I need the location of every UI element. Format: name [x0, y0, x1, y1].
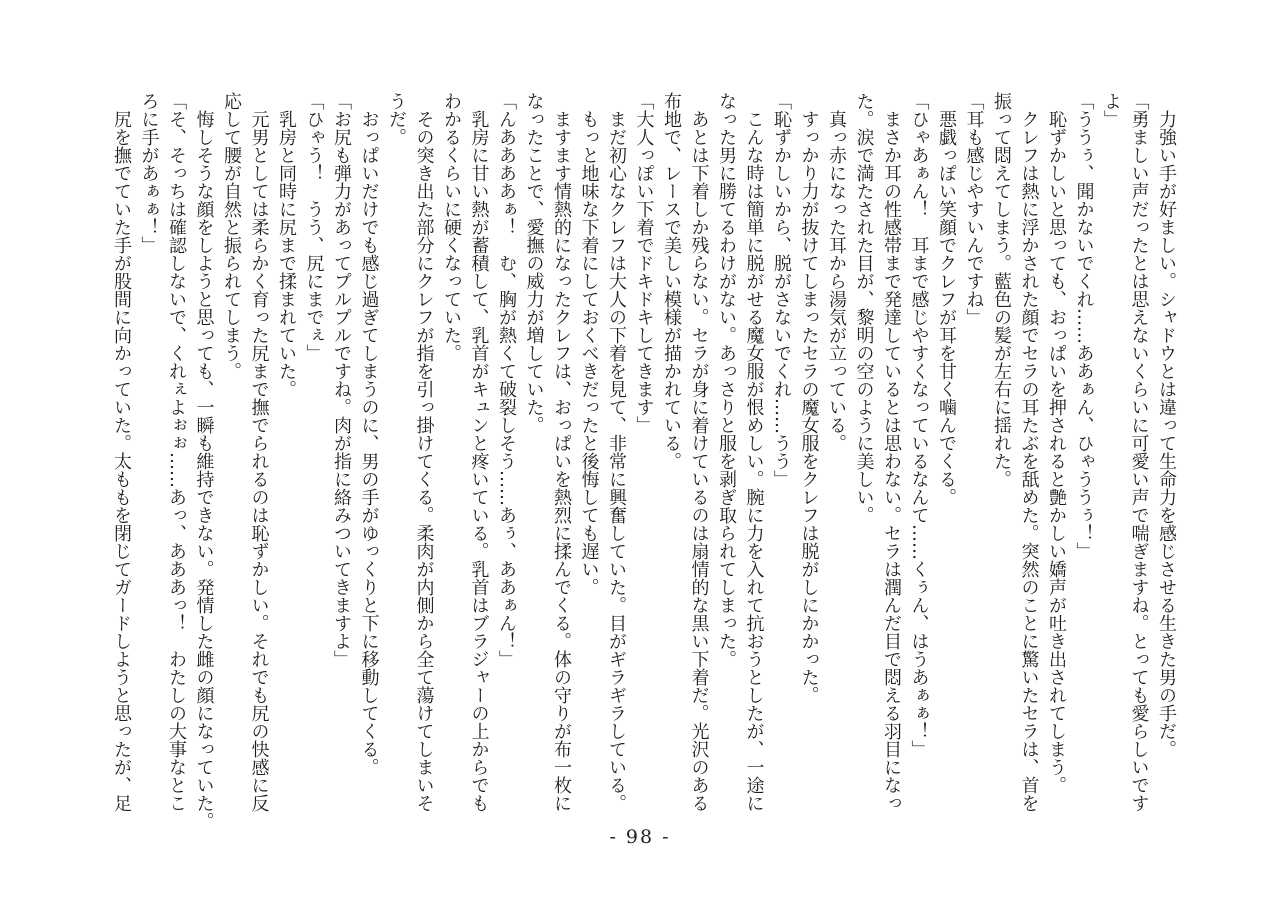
text-line: あとは下着しか残らない。セラが身に着けているのは扇情的な黒い下着だ。光沢のある — [688, 110, 710, 812]
text-line: うだ。 — [386, 92, 407, 146]
text-line: もっと地味な下着にしておくべきだったと後悔しても遅い。 — [578, 110, 600, 596]
page-number: - 98 - — [609, 826, 671, 848]
text-line: 振って悶えてしまう。藍色の髪が左右に揺れた。 — [991, 92, 1012, 488]
text-line: なったことで、愛撫の威力が増していた。 — [523, 92, 545, 434]
text-line: 尻を撫でていた手が股間に向かっていた。太ももを閉じてガードしようと思ったが、足 — [111, 110, 132, 812]
text-line: 「そ、そっちは確認しないで、くれぇよぉぉ……あっ、あああっ！ わたしの大事なとこ — [166, 92, 187, 812]
text-line: ますます情熱的になったクレフは、おっぱいを熱烈に揉んでくる。体の守りが布一枚に — [551, 110, 572, 812]
text-line: ろに手があぁぁ！」 — [138, 92, 160, 254]
text-line: 「ううぅ、聞かないでくれ……ああぁん、ひゃううぅ！」 — [1073, 92, 1095, 560]
text-line: 悪戯っぽい笑顔でクレフが耳を甘く噛んでくる。 — [936, 110, 957, 506]
text-line: 真っ赤になった耳から湯気が立っている。 — [826, 110, 847, 452]
text-line: その突き出た部分にクレフが指を引っ掛けてくる。柔肉が内側から全て蕩けてしまいそ — [413, 110, 435, 812]
text-line: おっぱいだけでも感じ過ぎてしまうのに、男の手がゆっくりと下に移動してくる。 — [358, 110, 380, 776]
vertical-text-block — [108, 92, 1181, 834]
text-line: 「ひゃあぁん！ 耳まで感じやすくなっているなんて……くぅん、はうあぁぁ！」 — [908, 92, 930, 758]
text-line: わかるくらいに硬くなっていた。 — [441, 92, 462, 362]
text-line: 布地で、レースで美しい模様が描かれている。 — [661, 92, 682, 470]
text-line: こんな時は簡単に脱がせる魔女服が恨めしい。腕に力を入れて抗おうとしたが、一途に — [743, 110, 765, 812]
text-line: 恥ずかしいと思っても、おっぱいを押されると艶かしい嬌声が吐き出されてしまう。 — [1046, 110, 1067, 794]
text-line: 「恥ずかしいから、脱がさないでくれ……うう」 — [771, 92, 792, 488]
text-line: クレフは熱に浮かされた顔でセラの耳たぶを舐めた。突然のことに驚いたセラは、首を — [1018, 110, 1040, 812]
text-line: 元男としては柔らかく育った尻まで撫でられるのは恥ずかしい。それでも尻の快感に反 — [248, 110, 270, 812]
text-line: まさか耳の性感帯まで発達しているとは思わない。セラは潤んだ目で悶える羽目になっ — [881, 110, 902, 812]
text-line: 「耳も感じやすいんですね」 — [963, 92, 985, 326]
text-line: よ」 — [1101, 92, 1122, 128]
text-line: 「んああああぁ！ む、胸が熱くて破裂しそう……あぅ、ああぁん！」 — [496, 92, 517, 668]
text-line: 乳房に甘い熱が蓄積して、乳首がキュンと疼いている。乳首はブラジャーの上からでも — [468, 110, 490, 812]
text-line: 悔しそうな顔をしようと思っても、一瞬も維持できない。発情した雌の顔になっていた。 — [193, 110, 215, 830]
text-line: 「勇ましい声だったとは思えないくらいに可愛い声で喘ぎますね。とっても愛らしいです — [1128, 92, 1150, 812]
text-line: なった男に勝てるわけがない。あっさりと服を剥ぎ取られてしまった。 — [716, 92, 737, 668]
text-line: 力強い手が好ましい。シャドウとは違って生命力を感じさせる生きた男の手だ。 — [1156, 110, 1177, 758]
text-line: た。涙で満たされた目が、黎明の空のように美しい。 — [853, 92, 875, 524]
text-line: 「大人っぽい下着でドキドキしてきます」 — [633, 92, 655, 434]
text-line: まだ初心なクレフは大人の下着を見て、非常に興奮していた。目がギラギラしている。 — [606, 110, 627, 812]
text-line: 乳房と同時に尻まで揉まれていた。 — [276, 110, 297, 398]
text-line: すっかり力が抜けてしまったセラの魔女服をクレフは脱がしにかかった。 — [798, 110, 820, 704]
text-line: 「お尻も弾力があってプルプルですね。肉が指に絡みついてきますよ」 — [331, 92, 352, 668]
text-line: 「ひゃう！ うう、尻にまでぇ」 — [303, 92, 325, 362]
text-line: 応して腰が自然と振られてしまう。 — [221, 92, 242, 380]
